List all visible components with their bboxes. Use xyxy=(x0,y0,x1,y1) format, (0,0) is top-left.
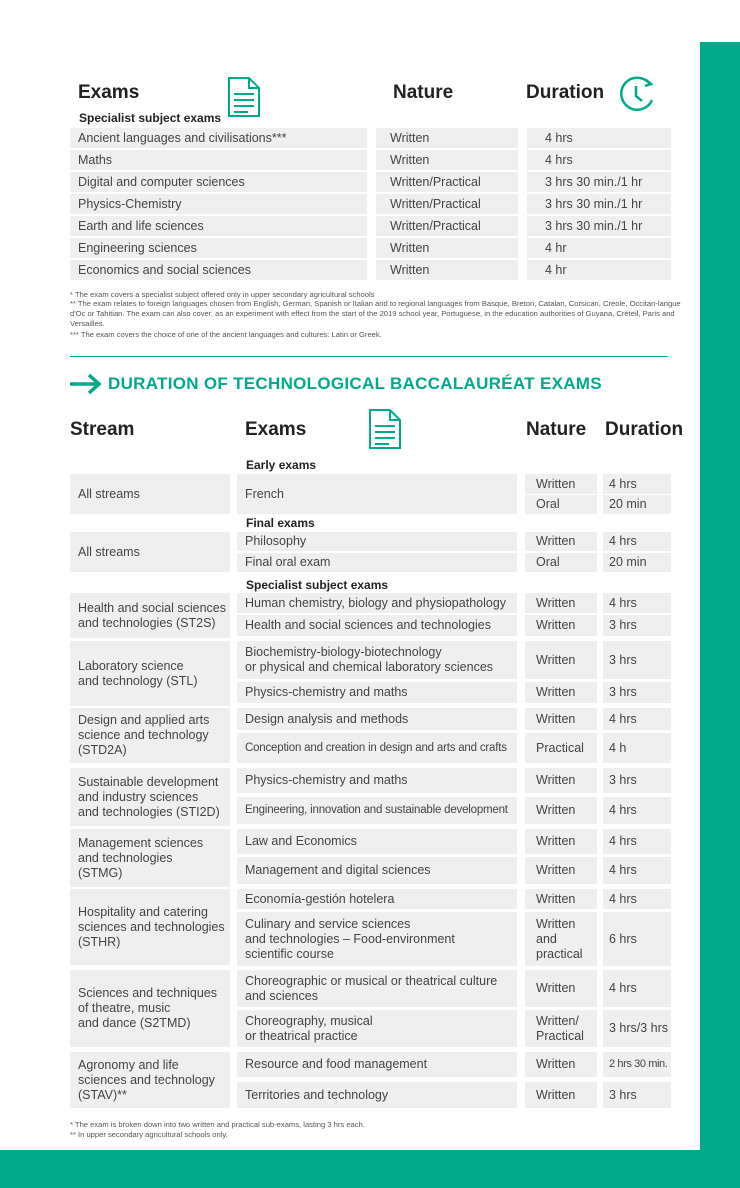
exam-cell: Law and Economics xyxy=(237,829,517,854)
exam-cell: Territories and technology xyxy=(237,1082,517,1108)
nature-cell: Written xyxy=(525,593,597,613)
tech-duration-header: Duration xyxy=(605,419,684,440)
nature-cell: Written and practical xyxy=(525,912,597,966)
nature-cell: Written xyxy=(525,682,597,703)
exam-cell: Resource and food management xyxy=(237,1052,517,1077)
exam-cell: Physics-Chemistry xyxy=(70,194,367,214)
exam-cell: Final oral exam xyxy=(237,553,517,572)
duration-header: Duration xyxy=(526,82,605,103)
stream-cell: All streams xyxy=(70,532,230,572)
duration-cell: 3 hrs xyxy=(603,641,671,679)
stream-header: Stream xyxy=(70,419,135,440)
tech-footnote-2: ** In upper secondary agricultural schools only. xyxy=(70,1130,228,1139)
exam-cell: Human chemistry, biology and physiopathology xyxy=(237,593,517,613)
duration-cell: 4 h xyxy=(603,733,671,763)
duration-cell: 3 hrs xyxy=(603,682,671,703)
nature-cell: Written xyxy=(525,615,597,636)
nature-cell: Written xyxy=(376,238,518,258)
exam-cell: French xyxy=(237,474,517,514)
exam-cell: Physics-chemistry and maths xyxy=(237,682,517,703)
nature-cell: Written/ Practical xyxy=(525,1010,597,1047)
right-border xyxy=(700,42,740,1188)
duration-cell: 4 hr xyxy=(527,260,671,280)
exam-cell: Choreographic or musical or theatrical culture and sciences xyxy=(237,970,517,1007)
stream-cell: Sciences and techniques of theatre, music and dance (S2TMD) xyxy=(70,970,230,1047)
exams-header: Exams xyxy=(78,82,140,103)
bottom-border xyxy=(0,1150,740,1188)
exam-cell: Digital and computer sciences xyxy=(70,172,367,192)
specialist-exams-label: Specialist subject exams xyxy=(246,578,389,592)
duration-cell: 6 hrs xyxy=(603,912,671,966)
specialist-label: Specialist subject exams xyxy=(79,111,222,125)
exam-cell: Engineering, innovation and sustainable development xyxy=(237,797,517,824)
duration-cell: 4 hr xyxy=(527,238,671,258)
duration-cell: 4 hrs xyxy=(603,889,671,909)
exam-cell: Economics and social sciences xyxy=(70,260,367,280)
document-icon xyxy=(223,74,265,120)
duration-cell: 2 hrs 30 min. xyxy=(603,1052,671,1077)
footnote-1: * The exam covers a specialist subject offered only in upper secondary agricultural schools xyxy=(70,290,375,299)
duration-cell: 4 hrs xyxy=(527,150,671,170)
nature-cell: Written xyxy=(525,532,597,551)
duration-cell: 20 min xyxy=(603,495,671,514)
nature-cell: Written/Practical xyxy=(376,172,518,192)
duration-cell: 3 hrs/3 hrs xyxy=(603,1010,671,1047)
clock-icon xyxy=(616,74,658,114)
nature-cell: Practical xyxy=(525,733,597,763)
stream-cell: All streams xyxy=(70,474,230,514)
nature-cell: Oral xyxy=(525,553,597,572)
exam-cell: Philosophy xyxy=(237,532,517,551)
duration-cell: 3 hrs 30 min./1 hr xyxy=(527,194,671,214)
duration-cell: 3 hrs xyxy=(603,1082,671,1108)
exam-cell: Management and digital sciences xyxy=(237,857,517,884)
top-margin xyxy=(0,0,740,42)
nature-cell: Written xyxy=(525,857,597,884)
arrow-right-icon xyxy=(69,373,103,395)
nature-cell: Written/Practical xyxy=(376,194,518,214)
final-exams-label: Final exams xyxy=(246,516,315,530)
stream-cell: Sustainable development and industry sciences and technologies (STI2D) xyxy=(70,768,230,826)
duration-cell: 4 hrs xyxy=(603,708,671,730)
exam-cell: Choreography, musical or theatrical practice xyxy=(237,1010,517,1047)
exam-cell: Ancient languages and civilisations*** xyxy=(70,128,367,148)
document-icon xyxy=(364,406,406,452)
footnote-3: *** The exam covers the choice of one of the ancient languages and cultures: Latin or Greek. xyxy=(70,330,382,339)
nature-cell: Written xyxy=(525,889,597,909)
nature-cell: Written xyxy=(525,474,597,494)
nature-cell: Written xyxy=(376,260,518,280)
section-title: DURATION OF TECHNOLOGICAL BACCALAURÉAT EXAMS xyxy=(108,374,602,393)
nature-cell: Oral xyxy=(525,495,597,514)
tech-footnote-1: * The exam is broken down into two written and practical sub-exams, lasting 3 hrs each. xyxy=(70,1120,365,1129)
stream-cell: Agronomy and life sciences and technology (STAV)** xyxy=(70,1052,230,1108)
stream-cell: Hospitality and catering sciences and technologies (STHR) xyxy=(70,889,230,965)
duration-cell: 3 hrs xyxy=(603,615,671,636)
nature-cell: Written xyxy=(525,797,597,824)
duration-cell: 3 hrs 30 min./1 hr xyxy=(527,172,671,192)
stream-cell: Laboratory science and technology (STL) xyxy=(70,641,230,706)
duration-cell: 4 hrs xyxy=(603,829,671,854)
duration-cell: 3 hrs xyxy=(603,768,671,793)
nature-cell: Written xyxy=(525,1082,597,1108)
exam-cell: Earth and life sciences xyxy=(70,216,367,236)
exam-cell: Biochemistry-biology-biotechnology or physical and chemical laboratory sciences xyxy=(237,641,517,679)
exam-cell: Design analysis and methods xyxy=(237,708,517,730)
early-exams-label: Early exams xyxy=(246,458,317,472)
nature-cell: Written/Practical xyxy=(376,216,518,236)
tech-nature-header: Nature xyxy=(526,419,587,440)
nature-cell: Written xyxy=(525,829,597,854)
exam-cell: Maths xyxy=(70,150,367,170)
stream-cell: Health and social sciences and technologies (ST2S) xyxy=(70,593,230,638)
stream-cell: Design and applied arts science and technology (STD2A) xyxy=(70,708,230,763)
footnote-2: ** The exam relates to foreign languages chosen from English, German, Spanish or Italian and to regional languages from Basque, Breton, Catalan, Corsican, Creole, Occitan-langue d'Oc or Tahitian. The exam can also cover, as an experiment with effect from the start of the 2019 school year, Portuguese, in the education authorities of Guyana, Créteil, Paris and Versailles. xyxy=(70,299,681,328)
duration-cell: 4 hrs xyxy=(603,797,671,824)
exam-cell: Health and social sciences and technologies xyxy=(237,615,517,636)
nature-cell: Written xyxy=(376,150,518,170)
nature-header: Nature xyxy=(393,82,454,103)
exam-cell: Conception and creation in design and arts and crafts xyxy=(237,733,517,763)
duration-cell: 3 hrs 30 min./1 hr xyxy=(527,216,671,236)
nature-cell: Written xyxy=(525,1052,597,1077)
section-divider xyxy=(70,356,668,357)
duration-cell: 4 hrs xyxy=(603,970,671,1007)
nature-cell: Written xyxy=(525,768,597,793)
exam-cell: Culinary and service sciences and technologies – Food-environment scientific course xyxy=(237,912,517,966)
exam-cell: Physics-chemistry and maths xyxy=(237,768,517,793)
nature-cell: Written xyxy=(376,128,518,148)
duration-cell: 20 min xyxy=(603,553,671,572)
nature-cell: Written xyxy=(525,708,597,730)
nature-cell: Written xyxy=(525,970,597,1007)
duration-cell: 4 hrs xyxy=(603,474,671,494)
exam-cell: Engineering sciences xyxy=(70,238,367,258)
duration-cell: 4 hrs xyxy=(527,128,671,148)
nature-cell: Written xyxy=(525,641,597,679)
duration-cell: 4 hrs xyxy=(603,532,671,551)
duration-cell: 4 hrs xyxy=(603,593,671,613)
duration-cell: 4 hrs xyxy=(603,857,671,884)
stream-cell: Management sciences and technologies (STMG) xyxy=(70,829,230,887)
tech-exams-header: Exams xyxy=(245,419,307,440)
exam-cell: Economía-gestión hotelera xyxy=(237,889,517,909)
